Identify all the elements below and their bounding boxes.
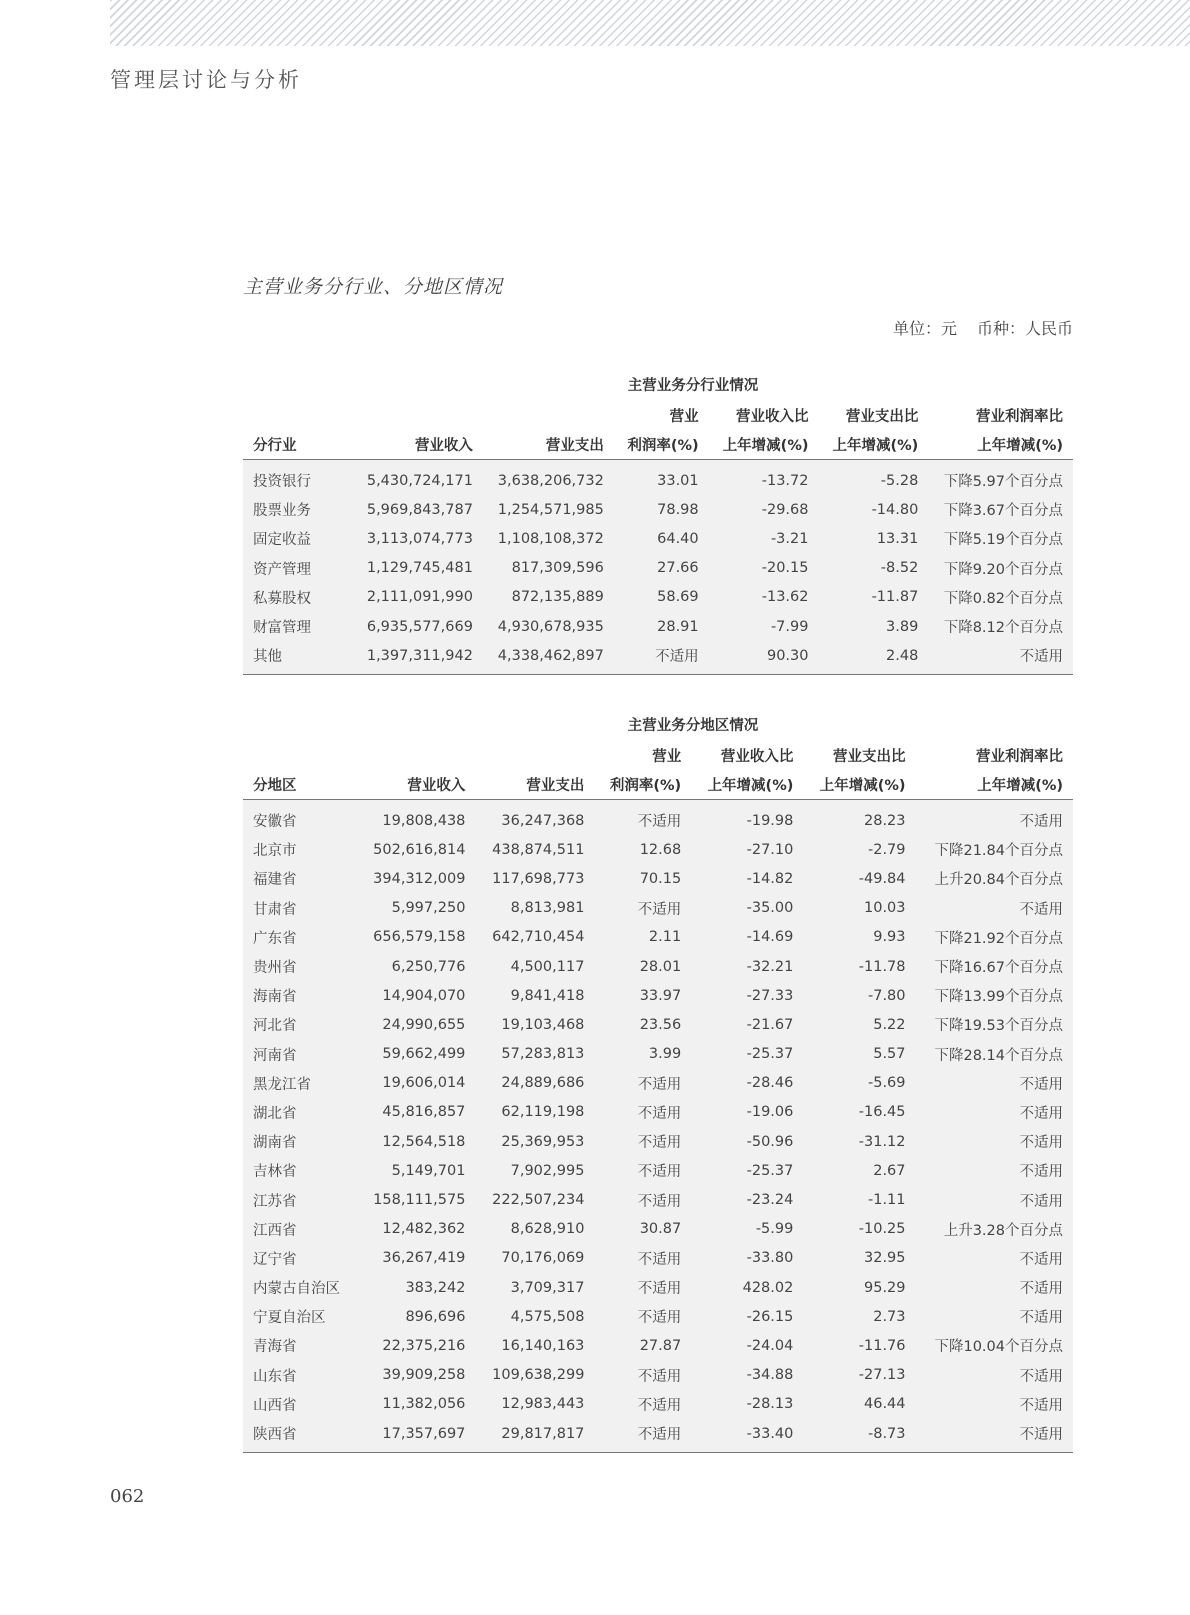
value-cell: 不适用 xyxy=(916,1302,1073,1331)
value-cell: 57,283,813 xyxy=(475,1040,594,1069)
value-cell: -14.82 xyxy=(691,864,803,893)
value-cell: 2,111,091,990 xyxy=(352,583,483,612)
value-cell: 不适用 xyxy=(594,1244,691,1273)
table-row xyxy=(243,864,1073,893)
value-cell: 16,140,163 xyxy=(475,1331,594,1360)
value-cell: 3.99 xyxy=(594,1040,691,1069)
value-cell: 27.87 xyxy=(594,1331,691,1360)
table-row xyxy=(243,894,1073,923)
row-label-cell: 投资银行 xyxy=(243,460,352,496)
value-cell: 不适用 xyxy=(594,1273,691,1302)
table-row xyxy=(243,1040,1073,1069)
value-cell: 下降10.04个百分点 xyxy=(916,1331,1073,1360)
table-row xyxy=(243,1419,1073,1453)
row-label-cell: 福建省 xyxy=(243,864,356,893)
value-cell: -11.76 xyxy=(803,1331,915,1360)
value-cell: 12,564,518 xyxy=(356,1127,475,1156)
header-cell xyxy=(243,741,356,770)
value-cell: 62,119,198 xyxy=(475,1098,594,1127)
row-label-cell: 山西省 xyxy=(243,1390,356,1419)
table-row xyxy=(243,1069,1073,1098)
value-cell: -25.37 xyxy=(691,1156,803,1185)
value-cell: 1,108,108,372 xyxy=(483,524,614,553)
region-table-caption: 主营业务分地区情况 xyxy=(627,718,759,734)
value-cell: 30.87 xyxy=(594,1215,691,1244)
value-cell: 95.29 xyxy=(803,1273,915,1302)
value-cell: 28.01 xyxy=(594,952,691,981)
value-cell: 不适用 xyxy=(916,1419,1073,1453)
table-row xyxy=(243,1127,1073,1156)
value-cell: 4,930,678,935 xyxy=(483,612,614,641)
value-cell: -49.84 xyxy=(803,864,915,893)
value-cell: -27.33 xyxy=(691,981,803,1010)
table-row xyxy=(243,495,1073,524)
value-cell: 3,638,206,732 xyxy=(483,460,614,496)
value-cell: 9,841,418 xyxy=(475,981,594,1010)
row-label-cell: 辽宁省 xyxy=(243,1244,356,1273)
value-cell: 12,983,443 xyxy=(475,1390,594,1419)
value-cell: 不适用 xyxy=(594,894,691,923)
row-label-cell: 安徽省 xyxy=(243,800,356,836)
value-cell: 2.48 xyxy=(818,641,928,675)
value-cell: 下降5.97个百分点 xyxy=(928,460,1073,496)
table-row xyxy=(243,1273,1073,1302)
value-cell: 下降21.84个百分点 xyxy=(916,835,1073,864)
value-cell: 14,904,070 xyxy=(356,981,475,1010)
value-cell: 19,606,014 xyxy=(356,1069,475,1098)
value-cell: 11,382,056 xyxy=(356,1390,475,1419)
value-cell: 7,902,995 xyxy=(475,1156,594,1185)
table-row xyxy=(243,1244,1073,1273)
row-label-cell: 贵州省 xyxy=(243,952,356,981)
value-cell: -5.69 xyxy=(803,1069,915,1098)
table-row xyxy=(243,981,1073,1010)
value-cell: 5,969,843,787 xyxy=(352,495,483,524)
value-cell: -1.11 xyxy=(803,1185,915,1214)
value-cell: -14.69 xyxy=(691,923,803,952)
header-cell: 上年增减(%) xyxy=(928,430,1073,460)
row-label-cell: 吉林省 xyxy=(243,1156,356,1185)
value-cell: -8.73 xyxy=(803,1419,915,1453)
value-cell: 5,997,250 xyxy=(356,894,475,923)
value-cell: -21.67 xyxy=(691,1010,803,1039)
value-cell: 394,312,009 xyxy=(356,864,475,893)
value-cell: -11.87 xyxy=(818,583,928,612)
header-cell: 营业支出比 xyxy=(845,409,919,425)
value-cell: 12.68 xyxy=(594,835,691,864)
value-cell: 不适用 xyxy=(594,800,691,836)
value-cell: 不适用 xyxy=(594,1098,691,1127)
value-cell: 58.69 xyxy=(614,583,709,612)
value-cell: 656,579,158 xyxy=(356,923,475,952)
value-cell: 上升20.84个百分点 xyxy=(916,864,1073,893)
value-cell: 5.57 xyxy=(803,1040,915,1069)
value-cell: 39,909,258 xyxy=(356,1361,475,1390)
value-cell: 22,375,216 xyxy=(356,1331,475,1360)
value-cell: -27.13 xyxy=(803,1361,915,1390)
table-row xyxy=(243,1302,1073,1331)
region-header-row-bottom xyxy=(243,770,1073,800)
value-cell: 90.30 xyxy=(709,641,819,675)
header-cell: 营业利润率比 xyxy=(976,749,1063,765)
header-cell: 营业利润率比 xyxy=(976,409,1063,425)
table-row xyxy=(243,1010,1073,1039)
header-cell: 上年增减(%) xyxy=(803,770,915,800)
row-label-cell: 湖南省 xyxy=(243,1127,356,1156)
table-row xyxy=(243,952,1073,981)
value-cell: 19,808,438 xyxy=(356,800,475,836)
table-row xyxy=(243,460,1073,496)
value-cell: -13.72 xyxy=(709,460,819,496)
header-cell: 营业收入比 xyxy=(720,749,794,765)
subtitle: 主营业务分行业、分地区情况 xyxy=(243,276,504,298)
row-label-cell: 河北省 xyxy=(243,1010,356,1039)
unit-note xyxy=(893,316,1073,339)
table-row xyxy=(243,524,1073,553)
header-cell xyxy=(475,741,594,770)
row-label-cell: 江苏省 xyxy=(243,1185,356,1214)
header-cell xyxy=(243,401,352,430)
value-cell: -5.28 xyxy=(818,460,928,496)
value-cell: 117,698,773 xyxy=(475,864,594,893)
value-cell: 24,990,655 xyxy=(356,1010,475,1039)
value-cell: -34.88 xyxy=(691,1361,803,1390)
value-cell: 下降19.53个百分点 xyxy=(916,1010,1073,1039)
value-cell: 4,338,462,897 xyxy=(483,641,614,675)
value-cell: 不适用 xyxy=(594,1390,691,1419)
header-cell: 营业支出 xyxy=(483,430,614,460)
value-cell: 不适用 xyxy=(916,1244,1073,1273)
row-label-cell: 海南省 xyxy=(243,981,356,1010)
value-cell: 不适用 xyxy=(614,641,709,675)
row-label-cell: 广东省 xyxy=(243,923,356,952)
row-label-cell: 青海省 xyxy=(243,1331,356,1360)
row-label-cell: 黑龙江省 xyxy=(243,1069,356,1098)
industry-table-caption: 主营业务分行业情况 xyxy=(627,378,759,394)
value-cell: -32.21 xyxy=(691,952,803,981)
value-cell: 59,662,499 xyxy=(356,1040,475,1069)
value-cell: 33.01 xyxy=(614,460,709,496)
value-cell: 不适用 xyxy=(594,1069,691,1098)
value-cell: 2.11 xyxy=(594,923,691,952)
value-cell: 下降0.82个百分点 xyxy=(928,583,1073,612)
value-cell: 3,113,074,773 xyxy=(352,524,483,553)
row-label-cell: 资产管理 xyxy=(243,554,352,583)
row-label-cell: 湖北省 xyxy=(243,1098,356,1127)
value-cell: 428.02 xyxy=(691,1273,803,1302)
value-cell: -19.98 xyxy=(691,800,803,836)
header-cell: 上年增减(%) xyxy=(691,770,803,800)
value-cell: 817,309,596 xyxy=(483,554,614,583)
header-cell xyxy=(352,401,483,430)
region-table-body xyxy=(243,800,1073,1453)
value-cell: 不适用 xyxy=(916,1185,1073,1214)
value-cell: 不适用 xyxy=(594,1361,691,1390)
value-cell: 不适用 xyxy=(594,1185,691,1214)
value-cell: -26.15 xyxy=(691,1302,803,1331)
value-cell: 2.73 xyxy=(803,1302,915,1331)
value-cell: 32.95 xyxy=(803,1244,915,1273)
table-row xyxy=(243,835,1073,864)
value-cell: -33.80 xyxy=(691,1244,803,1273)
value-cell: 27.66 xyxy=(614,554,709,583)
value-cell: 1,254,571,985 xyxy=(483,495,614,524)
value-cell: 222,507,234 xyxy=(475,1185,594,1214)
table-row xyxy=(243,800,1073,836)
table-row xyxy=(243,1215,1073,1244)
value-cell: -8.52 xyxy=(818,554,928,583)
value-cell: 下降9.20个百分点 xyxy=(928,554,1073,583)
value-cell: 502,616,814 xyxy=(356,835,475,864)
value-cell: 5.22 xyxy=(803,1010,915,1039)
table-row xyxy=(243,612,1073,641)
header-cell: 利润率(%) xyxy=(614,430,709,460)
value-cell: 4,500,117 xyxy=(475,952,594,981)
value-cell: 2.67 xyxy=(803,1156,915,1185)
header-cell: 营业 xyxy=(669,409,699,425)
value-cell: 6,250,776 xyxy=(356,952,475,981)
region-header-row-top xyxy=(243,741,1073,770)
industry-header-row-top xyxy=(243,401,1073,430)
value-cell: -10.25 xyxy=(803,1215,915,1244)
value-cell: 不适用 xyxy=(916,1273,1073,1302)
value-cell: 上升3.28个百分点 xyxy=(916,1215,1073,1244)
value-cell: 13.31 xyxy=(818,524,928,553)
header-cell: 分地区 xyxy=(243,770,356,800)
industry-header-row-bottom xyxy=(243,430,1073,460)
value-cell: 下降3.67个百分点 xyxy=(928,495,1073,524)
value-cell: 78.98 xyxy=(614,495,709,524)
value-cell: 3.89 xyxy=(818,612,928,641)
value-cell: 不适用 xyxy=(594,1156,691,1185)
row-label-cell: 私募股权 xyxy=(243,583,352,612)
value-cell: 28.23 xyxy=(803,800,915,836)
value-cell: 28.91 xyxy=(614,612,709,641)
value-cell: 不适用 xyxy=(916,800,1073,836)
row-label-cell: 宁夏自治区 xyxy=(243,1302,356,1331)
value-cell: -27.10 xyxy=(691,835,803,864)
industry-table xyxy=(243,372,1073,675)
value-cell: 不适用 xyxy=(594,1127,691,1156)
row-label-cell: 股票业务 xyxy=(243,495,352,524)
value-cell: 不适用 xyxy=(928,641,1073,675)
value-cell: 4,575,508 xyxy=(475,1302,594,1331)
row-label-cell: 山东省 xyxy=(243,1361,356,1390)
value-cell: 36,267,419 xyxy=(356,1244,475,1273)
value-cell: 158,111,575 xyxy=(356,1185,475,1214)
value-cell: 383,242 xyxy=(356,1273,475,1302)
value-cell: 不适用 xyxy=(916,1156,1073,1185)
table-row xyxy=(243,1390,1073,1419)
value-cell: 1,129,745,481 xyxy=(352,554,483,583)
value-cell: 不适用 xyxy=(916,1127,1073,1156)
header-cell: 营业支出 xyxy=(475,770,594,800)
value-cell: 10.03 xyxy=(803,894,915,923)
value-cell: 下降5.19个百分点 xyxy=(928,524,1073,553)
value-cell: 70.15 xyxy=(594,864,691,893)
value-cell: -31.12 xyxy=(803,1127,915,1156)
value-cell: 不适用 xyxy=(916,1390,1073,1419)
value-cell: -16.45 xyxy=(803,1098,915,1127)
value-cell: -50.96 xyxy=(691,1127,803,1156)
value-cell: 8,628,910 xyxy=(475,1215,594,1244)
value-cell: 下降21.92个百分点 xyxy=(916,923,1073,952)
header-cell: 营业 xyxy=(652,749,682,765)
value-cell: 29,817,817 xyxy=(475,1419,594,1453)
value-cell: 896,696 xyxy=(356,1302,475,1331)
value-cell: 46.44 xyxy=(803,1390,915,1419)
row-label-cell: 其他 xyxy=(243,641,352,675)
value-cell: -23.24 xyxy=(691,1185,803,1214)
value-cell: -24.04 xyxy=(691,1331,803,1360)
header-cell: 营业收入 xyxy=(352,430,483,460)
value-cell: -14.80 xyxy=(818,495,928,524)
value-cell: 24,889,686 xyxy=(475,1069,594,1098)
value-cell: 109,638,299 xyxy=(475,1361,594,1390)
value-cell: 不适用 xyxy=(594,1302,691,1331)
table-row xyxy=(243,1098,1073,1127)
header-cell xyxy=(356,741,475,770)
header-hatch-band xyxy=(110,0,1190,46)
header-cell: 上年增减(%) xyxy=(709,430,819,460)
value-cell: 33.97 xyxy=(594,981,691,1010)
row-label-cell: 陕西省 xyxy=(243,1419,356,1453)
value-cell: 不适用 xyxy=(916,894,1073,923)
industry-table-body xyxy=(243,460,1073,675)
value-cell: 45,816,857 xyxy=(356,1098,475,1127)
value-cell: -33.40 xyxy=(691,1419,803,1453)
value-cell: -7.99 xyxy=(709,612,819,641)
header-cell: 利润率(%) xyxy=(594,770,691,800)
value-cell: 19,103,468 xyxy=(475,1010,594,1039)
row-label-cell: 北京市 xyxy=(243,835,356,864)
value-cell: 不适用 xyxy=(916,1361,1073,1390)
unit-label: 单位：元 xyxy=(892,319,957,338)
value-cell: 5,149,701 xyxy=(356,1156,475,1185)
value-cell: -11.78 xyxy=(803,952,915,981)
section-title: 管理层讨论与分析 xyxy=(110,68,302,92)
page-number: 062 xyxy=(110,1486,145,1507)
value-cell: 1,397,311,942 xyxy=(352,641,483,675)
value-cell: 23.56 xyxy=(594,1010,691,1039)
value-cell: 64.40 xyxy=(614,524,709,553)
header-cell: 分行业 xyxy=(243,430,352,460)
value-cell: -5.99 xyxy=(691,1215,803,1244)
value-cell: -29.68 xyxy=(709,495,819,524)
value-cell: 下降8.12个百分点 xyxy=(928,612,1073,641)
row-label-cell: 内蒙古自治区 xyxy=(243,1273,356,1302)
table-row xyxy=(243,1185,1073,1214)
value-cell: 438,874,511 xyxy=(475,835,594,864)
region-table xyxy=(243,712,1073,1453)
value-cell: -13.62 xyxy=(709,583,819,612)
header-cell: 上年增减(%) xyxy=(818,430,928,460)
row-label-cell: 江西省 xyxy=(243,1215,356,1244)
value-cell: 下降28.14个百分点 xyxy=(916,1040,1073,1069)
value-cell: 872,135,889 xyxy=(483,583,614,612)
value-cell: 下降13.99个百分点 xyxy=(916,981,1073,1010)
value-cell: 6,935,577,669 xyxy=(352,612,483,641)
value-cell: -19.06 xyxy=(691,1098,803,1127)
header-cell xyxy=(483,401,614,430)
table-row xyxy=(243,1156,1073,1185)
value-cell: 5,430,724,171 xyxy=(352,460,483,496)
value-cell: -28.13 xyxy=(691,1390,803,1419)
value-cell: -28.46 xyxy=(691,1069,803,1098)
header-cell: 营业收入 xyxy=(356,770,475,800)
value-cell: 642,710,454 xyxy=(475,923,594,952)
table-row xyxy=(243,1361,1073,1390)
currency-label: 币种：人民币 xyxy=(976,319,1073,338)
value-cell: 17,357,697 xyxy=(356,1419,475,1453)
value-cell: 9.93 xyxy=(803,923,915,952)
value-cell: -3.21 xyxy=(709,524,819,553)
value-cell: 不适用 xyxy=(916,1069,1073,1098)
value-cell: 25,369,953 xyxy=(475,1127,594,1156)
row-label-cell: 固定收益 xyxy=(243,524,352,553)
value-cell: -35.00 xyxy=(691,894,803,923)
row-label-cell: 甘肃省 xyxy=(243,894,356,923)
table-row xyxy=(243,1331,1073,1360)
value-cell: 70,176,069 xyxy=(475,1244,594,1273)
value-cell: 不适用 xyxy=(594,1419,691,1453)
value-cell: -2.79 xyxy=(803,835,915,864)
row-label-cell: 财富管理 xyxy=(243,612,352,641)
value-cell: -20.15 xyxy=(709,554,819,583)
header-cell: 上年增减(%) xyxy=(916,770,1073,800)
value-cell: 12,482,362 xyxy=(356,1215,475,1244)
row-label-cell: 河南省 xyxy=(243,1040,356,1069)
header-cell: 营业支出比 xyxy=(833,749,906,765)
value-cell: 3,709,317 xyxy=(475,1273,594,1302)
table-row xyxy=(243,554,1073,583)
value-cell: -25.37 xyxy=(691,1040,803,1069)
value-cell: 下降16.67个百分点 xyxy=(916,952,1073,981)
value-cell: -7.80 xyxy=(803,981,915,1010)
header-cell: 营业收入比 xyxy=(735,409,809,425)
value-cell: 不适用 xyxy=(916,1098,1073,1127)
value-cell: 8,813,981 xyxy=(475,894,594,923)
table-row xyxy=(243,923,1073,952)
table-row xyxy=(243,641,1073,675)
table-row xyxy=(243,583,1073,612)
value-cell: 36,247,368 xyxy=(475,800,594,836)
